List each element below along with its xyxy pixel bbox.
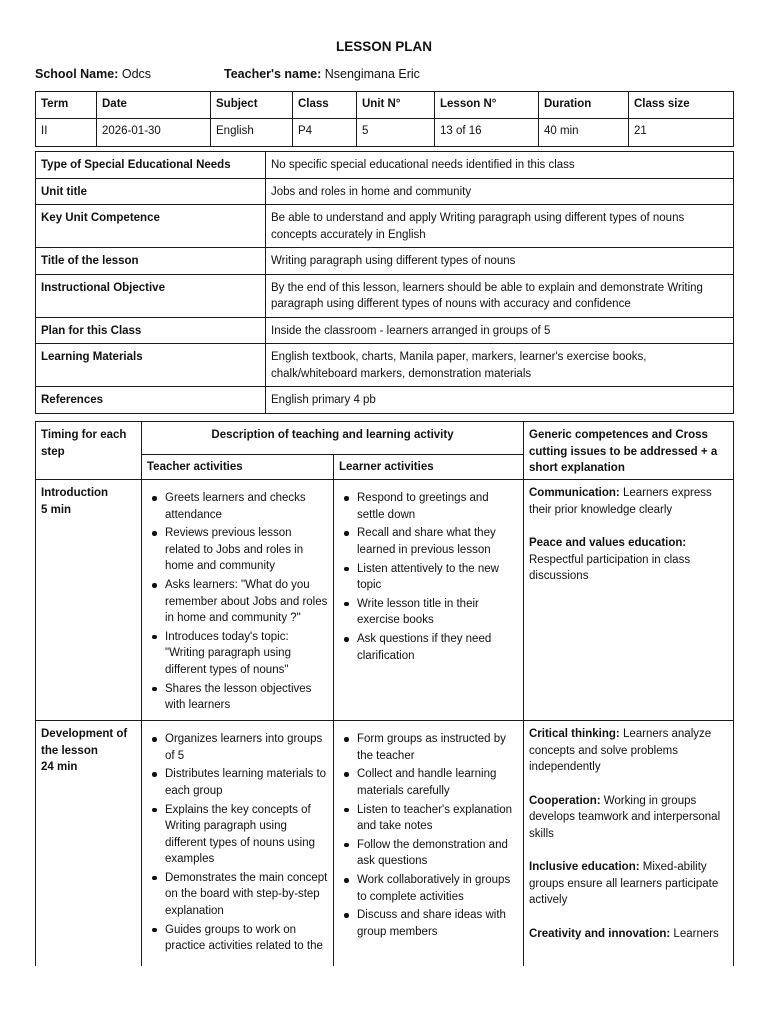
list-item: Listen to teacher's explanation and take notes	[357, 802, 518, 835]
competence-label: Cooperation:	[529, 794, 601, 807]
info-header-cell: Unit N°	[357, 92, 435, 119]
details-label: Unit title	[36, 178, 266, 205]
learner-activities-cell	[334, 721, 524, 967]
competence-label: Creativity and innovation:	[529, 927, 671, 940]
competence-label: Peace and values education:	[529, 537, 687, 549]
details-value: No specific special educational needs identified in this class	[266, 152, 734, 179]
teacher-name-line	[224, 66, 420, 83]
list-item: Demonstrates the main concept on the board with step-by-step explanation	[165, 870, 328, 920]
activities-header-row	[36, 422, 734, 455]
details-label: References	[36, 387, 266, 414]
details-value: Jobs and roles in home and community	[266, 178, 734, 205]
details-label: Learning Materials	[36, 344, 266, 387]
list-item: Distributes learning materials to each group	[165, 766, 328, 799]
activities-table	[35, 421, 734, 966]
competence-item	[529, 926, 728, 943]
teacher-name-value: Nsengimana Eric	[324, 67, 420, 81]
details-label: Key Unit Competence	[36, 205, 266, 248]
details-row	[36, 317, 734, 344]
info-header-row	[36, 92, 734, 119]
info-value-cell: 13 of 16	[435, 119, 539, 147]
info-header-cell: Duration	[539, 92, 629, 119]
step-name: Introduction	[41, 487, 109, 499]
teacher-name-label: Teacher's name:	[224, 67, 322, 81]
info-value-cell: II	[36, 119, 97, 147]
teacher-activities-list	[147, 731, 328, 955]
teacher-activities-header: Teacher activities	[142, 455, 334, 480]
competences-cell	[524, 480, 734, 721]
competence-label: Critical thinking:	[529, 728, 620, 740]
list-item: Listen attentively to the new topic	[357, 561, 518, 594]
details-row	[36, 274, 734, 317]
learner-activities-list	[339, 490, 518, 664]
competence-item	[529, 535, 728, 585]
list-item: Form groups as instructed by the teacher	[357, 731, 518, 764]
list-item: Organizes learners into groups of 5	[165, 731, 328, 764]
competence-text: Learners express their prior knowledge clearly	[529, 487, 712, 516]
details-label: Plan for this Class	[36, 317, 266, 344]
list-item: Discuss and share ideas with group members	[357, 907, 518, 940]
competence-label: Communication:	[529, 487, 620, 499]
info-header-cell: Lesson N°	[435, 92, 539, 119]
learner-activities-cell	[334, 480, 524, 721]
list-item: Asks learners: "What do you remember about Jobs and roles in home and community ?"	[165, 577, 328, 627]
competences-header: Generic competences and Cross cutting issues to be addressed + a short explanation	[524, 422, 734, 480]
info-value-cell: 21	[629, 119, 734, 147]
details-row	[36, 205, 734, 248]
list-item: Ask questions if they need clarification	[357, 631, 518, 664]
info-header-cell: Date	[97, 92, 211, 119]
details-label: Title of the lesson	[36, 248, 266, 275]
school-name-value: Odcs	[121, 67, 152, 81]
info-value-cell: 2026-01-30	[97, 119, 211, 147]
step-timing-cell	[36, 480, 142, 721]
info-header-cell: Term	[36, 92, 97, 119]
details-value: Inside the classroom - learners arranged in groups of 5	[266, 317, 734, 344]
details-row	[36, 178, 734, 205]
details-label: Type of Special Educational Needs	[36, 152, 266, 179]
details-value: Be able to understand and apply Writing paragraph using different types of nouns concepts accurately in English	[266, 205, 734, 248]
info-value-cell: English	[211, 119, 293, 147]
competence-text: Learners	[673, 927, 719, 940]
school-name-line	[35, 66, 151, 83]
step-name: Development of the lesson	[41, 728, 128, 757]
learner-activities-list	[339, 731, 518, 940]
list-item: Work collaboratively in groups to complete activities	[357, 872, 518, 905]
competence-text: Learners analyze concepts and solve problems independently	[529, 728, 712, 773]
info-header-cell: Subject	[211, 92, 293, 119]
details-row	[36, 344, 734, 387]
competence-item	[529, 726, 728, 776]
list-item: Guides groups to work on practice activities related to the	[165, 922, 328, 955]
details-row	[36, 387, 734, 414]
info-value-cell: 40 min	[539, 119, 629, 147]
learner-activities-header: Learner activities	[334, 455, 524, 480]
info-header-cell: Class size	[629, 92, 734, 119]
list-item: Recall and share what they learned in previous lesson	[357, 525, 518, 558]
competence-label: Inclusive education:	[529, 861, 640, 873]
list-item: Write lesson title in their exercise books	[357, 596, 518, 629]
school-name-label: School Name:	[35, 67, 119, 81]
list-item: Follow the demonstration and ask questions	[357, 837, 518, 870]
step-time: 5 min	[41, 503, 72, 516]
details-value: By the end of this lesson, learners should be able to explain and demonstrate Writing paragraph using different types of nouns with accuracy and confidence	[266, 274, 734, 317]
list-item: Greets learners and checks attendance	[165, 490, 328, 523]
details-row	[36, 152, 734, 179]
info-value-cell: 5	[357, 119, 435, 147]
competence-text: Respectful participation in class discussions	[529, 553, 691, 582]
details-value: English primary 4 pb	[266, 387, 734, 414]
description-header: Description of teaching and learning activity	[142, 422, 524, 455]
list-item: Shares the lesson objectives with learners	[165, 681, 328, 714]
list-item: Explains the key concepts of Writing paragraph using different types of nouns using examples	[165, 802, 328, 868]
competences-cell	[524, 721, 734, 967]
list-item: Introduces today's topic: "Writing paragraph using different types of nouns"	[165, 629, 328, 679]
info-header-cell: Class	[293, 92, 357, 119]
details-value: English textbook, charts, Manila paper, markers, learner's exercise books, chalk/whiteboard markers, demonstration materials	[266, 344, 734, 387]
teacher-activities-cell	[142, 721, 334, 967]
document-title: LESSON PLAN	[335, 39, 432, 54]
details-value: Writing paragraph using different types of nouns	[266, 248, 734, 275]
lesson-info-table	[35, 91, 734, 147]
info-value-row	[36, 119, 734, 147]
step-time: 24 min	[41, 761, 78, 773]
competence-item	[529, 793, 728, 843]
list-item: Respond to greetings and settle down	[357, 490, 518, 523]
list-item: Reviews previous lesson related to Jobs and roles in home and community	[165, 525, 328, 575]
competence-item	[529, 485, 728, 518]
teacher-activities-cell	[142, 480, 334, 721]
step-row-introduction	[36, 480, 734, 721]
details-row	[36, 248, 734, 275]
timing-header: Timing for each step	[36, 422, 142, 480]
details-label: Instructional Objective	[36, 274, 266, 317]
list-item: Collect and handle learning materials carefully	[357, 766, 518, 799]
lesson-details-table	[35, 151, 734, 414]
teacher-activities-list	[147, 490, 328, 714]
competence-text: Working in groups develops teamwork and interpersonal skills	[529, 794, 721, 840]
step-timing-cell	[36, 721, 142, 967]
step-row-development	[36, 721, 734, 967]
competence-item	[529, 859, 728, 909]
info-value-cell: P4	[293, 119, 357, 147]
competence-text: Mixed-ability groups ensure all learners participate actively	[529, 861, 719, 906]
